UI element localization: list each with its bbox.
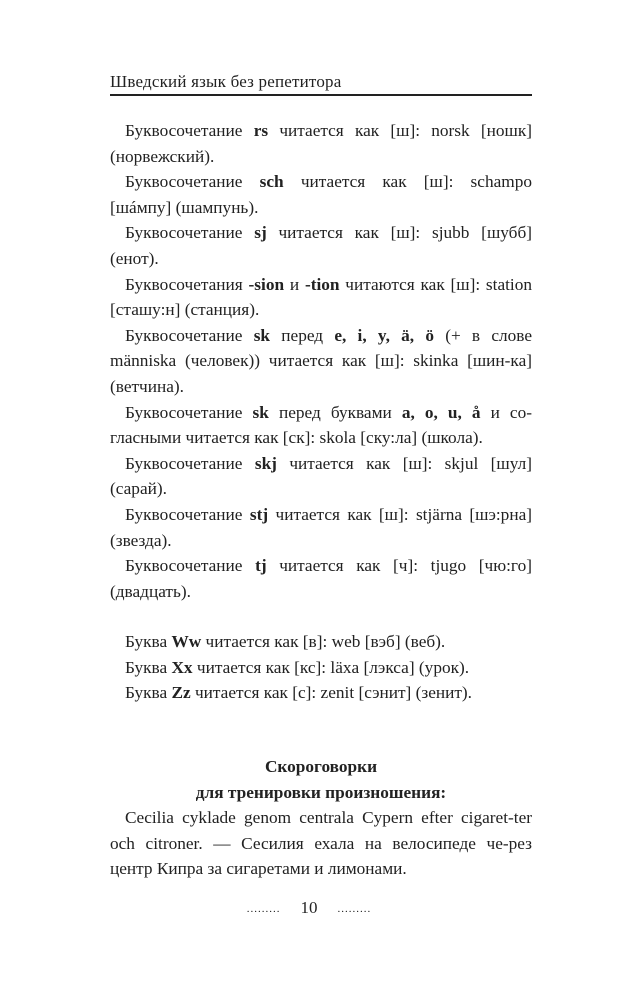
letter-ww bbox=[110, 629, 532, 655]
paragraph-sch bbox=[110, 169, 532, 220]
header-rule bbox=[110, 94, 532, 96]
para-rest: читаются как [ш]: station [сташу:н] (станция). bbox=[110, 274, 533, 320]
para-bold: rs bbox=[253, 121, 269, 140]
paragraph-sk-soft bbox=[110, 323, 532, 400]
letter-rest: читается как [кс]: läxa [лэкса] (урок). bbox=[192, 657, 470, 677]
letter-bold: Xx bbox=[171, 657, 193, 677]
para-lead: Буквосочетание bbox=[125, 325, 254, 345]
tongue-twister-paragraph: Cecilia cyklade genom centrala Cypern efter cigaret-ter och citroner. — Сесилия ехала на велосипеде че-рез центр Кипра за сигаретами и лимонами. bbox=[110, 808, 532, 879]
para-bold: sk bbox=[252, 402, 269, 422]
para-rest: читается как [ш]: schampo [шáмпу] (шампунь). bbox=[110, 172, 532, 217]
paragraph-rs bbox=[110, 118, 532, 169]
page-body bbox=[110, 118, 532, 882]
letter-lead: Буква bbox=[125, 632, 172, 652]
heading-line-2: для тренировки произношения: bbox=[195, 782, 447, 802]
letter-lead: Буква bbox=[125, 683, 172, 703]
para-bold: sch bbox=[259, 172, 284, 192]
page-number: 10 bbox=[300, 898, 318, 917]
para-lead: Буквосочетание bbox=[125, 504, 250, 524]
para-bold: skj bbox=[254, 453, 277, 473]
para-rest: читается как [ш]: skjul [шул] (сарай). bbox=[110, 453, 532, 499]
para-bold2: e, i, y, ä, ö bbox=[334, 325, 434, 345]
para-rest: и со-гласными читается как [ск]: skola [ску:ла] (школа). bbox=[110, 402, 532, 448]
para-bold: -sion bbox=[248, 274, 285, 294]
footer-dots-right: ......... bbox=[337, 903, 372, 916]
para-lead: Буквосочетание bbox=[125, 453, 255, 473]
para-bold2: -tion bbox=[304, 274, 340, 294]
letter-xx bbox=[110, 655, 532, 681]
paragraph-sion-tion bbox=[110, 272, 532, 323]
para-bold: stj bbox=[249, 504, 269, 524]
paragraph-tj bbox=[110, 553, 532, 604]
letter-rest: читается как [с]: zenit [сэнит] (зенит). bbox=[190, 683, 472, 703]
para-rest: читается как [ш]: stjärna [шэ:рна] (звезда). bbox=[110, 504, 532, 550]
para-mid: и bbox=[284, 274, 305, 294]
paragraph-sk-hard bbox=[110, 400, 532, 451]
letter-bold: Zz bbox=[171, 683, 191, 703]
para-lead: Буквосочетание bbox=[125, 556, 256, 576]
para-rest: читается как [ш]: norsk [ношк] (норвежский). bbox=[110, 121, 532, 166]
para-bold: tj bbox=[255, 556, 267, 576]
para-bold: sj bbox=[254, 223, 267, 243]
paragraph-sj bbox=[110, 220, 532, 271]
para-lead: Буквосочетание bbox=[125, 172, 260, 192]
paragraph-stj bbox=[110, 502, 532, 553]
letter-zz bbox=[110, 680, 532, 706]
running-header: Шведский язык без репетитора bbox=[110, 72, 342, 91]
para-rest: читается как [ш]: sjubb [шубб] (енот). bbox=[110, 223, 533, 268]
letter-lead: Буква bbox=[125, 657, 172, 677]
para-bold: sk bbox=[253, 325, 271, 345]
paragraph-skj bbox=[110, 451, 532, 502]
letter-bold: Ww bbox=[171, 632, 202, 652]
heading-line-1: Скороговорки bbox=[264, 757, 378, 777]
para-mid: перед буквами bbox=[268, 402, 402, 422]
letter-rest: читается как [в]: web [вэб] (веб). bbox=[201, 632, 446, 652]
para-lead: Буквосочетание bbox=[125, 402, 253, 422]
para-mid: перед bbox=[270, 325, 335, 345]
footer-dots-left: ......... bbox=[246, 903, 281, 916]
para-lead: Буквосочетание bbox=[125, 223, 255, 243]
para-rest: (+ в слове människa (человек)) читается как [ш]: skinka [шин-ка] (ветчина). bbox=[110, 325, 532, 396]
para-rest: читается как [ч]: tjugo [чю:го] (двадцать). bbox=[110, 556, 532, 601]
para-lead: Буквосочетания bbox=[125, 274, 249, 294]
para-bold2: a, o, u, å bbox=[401, 402, 481, 422]
page-footer bbox=[0, 898, 618, 918]
para-lead: Буквосочетание bbox=[125, 121, 254, 140]
section-heading bbox=[110, 754, 532, 805]
